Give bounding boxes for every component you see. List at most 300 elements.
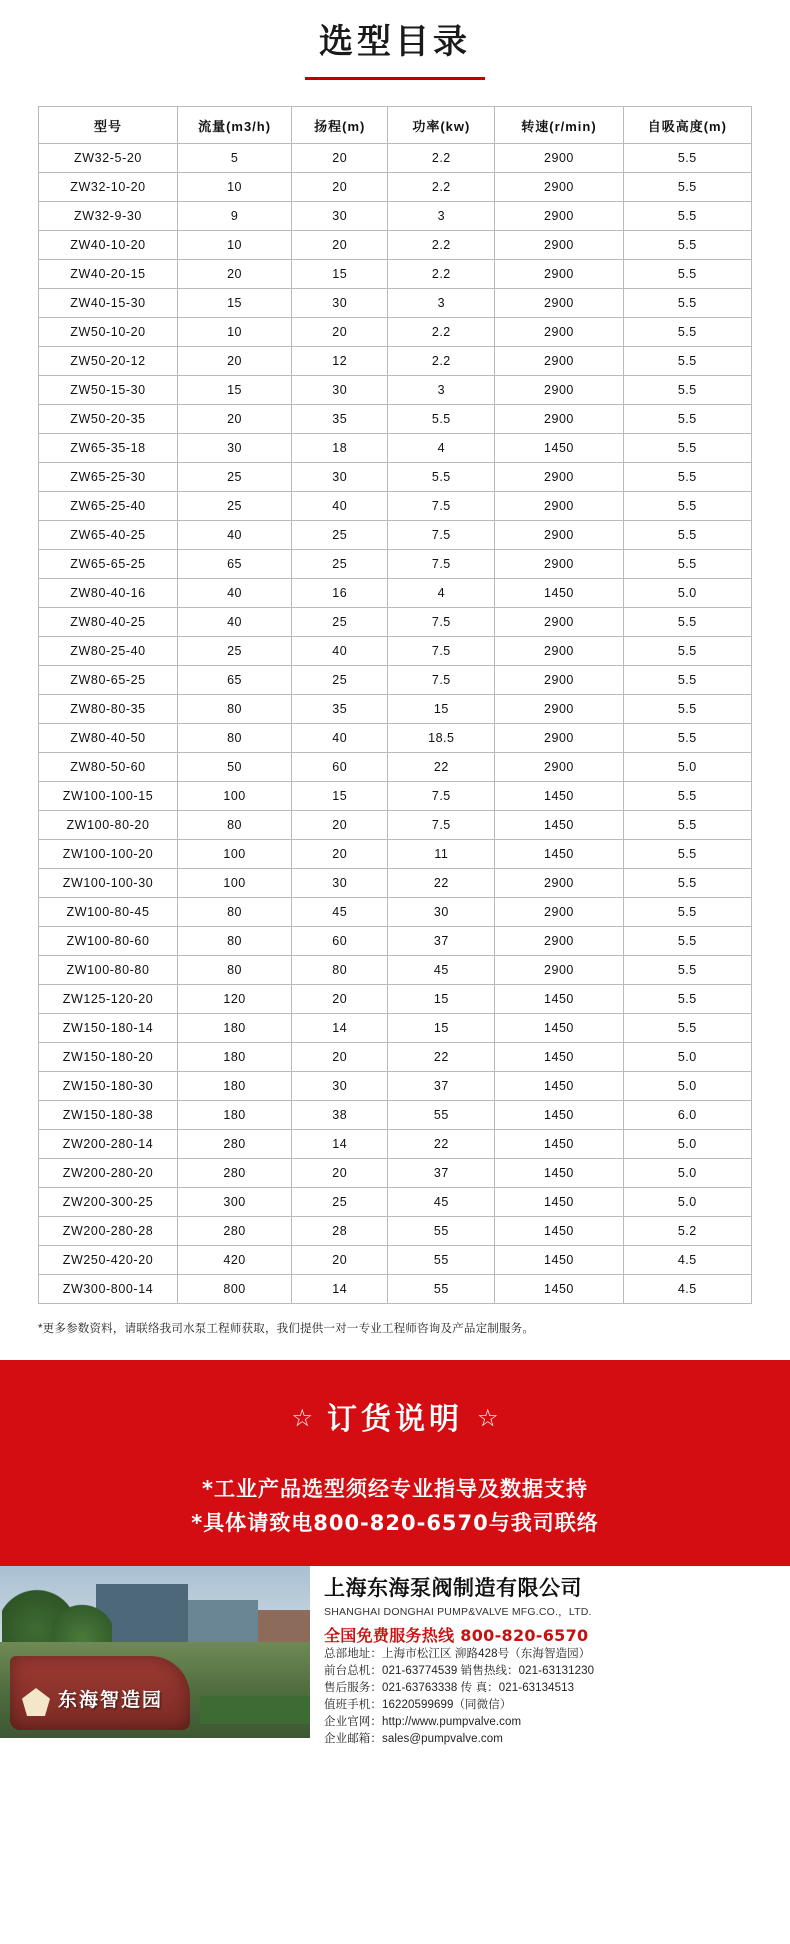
cell-value: 25 (292, 1188, 388, 1217)
cell-value: 15 (178, 376, 292, 405)
cell-value: 2900 (495, 231, 623, 260)
cell-value: 300 (178, 1188, 292, 1217)
cell-value: 4.5 (623, 1246, 751, 1275)
cell-value: 100 (178, 840, 292, 869)
cell-value: 5.5 (623, 608, 751, 637)
cell-value: 420 (178, 1246, 292, 1275)
table-row (39, 318, 752, 347)
cell-value: 80 (178, 956, 292, 985)
cell-model: ZW80-40-25 (39, 608, 178, 637)
cell-value: 2900 (495, 666, 623, 695)
cell-value: 800 (178, 1275, 292, 1304)
cell-value: 20 (178, 405, 292, 434)
cell-model: ZW65-35-18 (39, 434, 178, 463)
column-header-speed: 转速(r/min) (495, 107, 623, 144)
cell-value: 35 (292, 405, 388, 434)
cell-value: 280 (178, 1217, 292, 1246)
cell-value: 45 (292, 898, 388, 927)
cell-model: ZW80-40-50 (39, 724, 178, 753)
cell-value: 50 (178, 753, 292, 782)
cell-value: 22 (388, 869, 495, 898)
cell-value: 30 (292, 869, 388, 898)
cell-model: ZW50-20-12 (39, 347, 178, 376)
cell-value: 37 (388, 1072, 495, 1101)
table-row (39, 666, 752, 695)
cell-model: ZW125-120-20 (39, 985, 178, 1014)
cell-value: 5.5 (623, 289, 751, 318)
cell-value: 5.5 (623, 956, 751, 985)
banner-line-2: *具体请致电800-820-6570与我司联络 (191, 1511, 599, 1535)
cell-model: ZW40-15-30 (39, 289, 178, 318)
cell-value: 2900 (495, 521, 623, 550)
cell-value: 9 (178, 202, 292, 231)
cell-value: 6.0 (623, 1101, 751, 1130)
cell-value: 1450 (495, 579, 623, 608)
cell-value: 30 (292, 289, 388, 318)
cell-value: 7.5 (388, 550, 495, 579)
cell-value: 25 (178, 463, 292, 492)
cell-value: 2900 (495, 695, 623, 724)
cell-model: ZW100-100-15 (39, 782, 178, 811)
cell-value: 5.5 (623, 782, 751, 811)
cell-model: ZW80-25-40 (39, 637, 178, 666)
cell-value: 45 (388, 956, 495, 985)
cell-value: 80 (178, 695, 292, 724)
cell-value: 22 (388, 1043, 495, 1072)
cell-value: 20 (292, 840, 388, 869)
cell-value: 80 (178, 898, 292, 927)
cell-value: 38 (292, 1101, 388, 1130)
table-note: *更多参数资料，请联络我司水泵工程师获取，我们提供一对一专业工程师咨询及产品定制服务。 (38, 1323, 535, 1335)
cell-value: 80 (178, 724, 292, 753)
cell-value: 1450 (495, 1101, 623, 1130)
cell-value: 1450 (495, 1217, 623, 1246)
cell-value: 5.2 (623, 1217, 751, 1246)
cell-value: 10 (178, 318, 292, 347)
cell-value: 5.5 (623, 521, 751, 550)
cell-value: 2900 (495, 202, 623, 231)
table-row (39, 1159, 752, 1188)
table-row (39, 898, 752, 927)
table-row (39, 695, 752, 724)
table-row (39, 1188, 752, 1217)
cell-value: 10 (178, 231, 292, 260)
table-row (39, 347, 752, 376)
cell-value: 22 (388, 753, 495, 782)
footer-contact-line: 企业官网：http://www.pumpvalve.com (324, 1716, 522, 1728)
table-row (39, 579, 752, 608)
cell-model: ZW150-180-38 (39, 1101, 178, 1130)
cell-value: 2.2 (388, 318, 495, 347)
cell-model: ZW50-20-35 (39, 405, 178, 434)
cell-value: 7.5 (388, 666, 495, 695)
cell-value: 80 (178, 811, 292, 840)
cell-value: 5.5 (623, 347, 751, 376)
column-header-head: 扬程(m) (292, 107, 388, 144)
cell-value: 180 (178, 1072, 292, 1101)
table-row (39, 724, 752, 753)
cell-value: 80 (292, 956, 388, 985)
cell-model: ZW150-180-30 (39, 1072, 178, 1101)
cell-value: 120 (178, 985, 292, 1014)
cell-value: 5.0 (623, 1072, 751, 1101)
cell-value: 1450 (495, 1275, 623, 1304)
cell-value: 5.0 (623, 753, 751, 782)
table-row (39, 1275, 752, 1304)
cell-value: 25 (292, 666, 388, 695)
cell-value: 4.5 (623, 1275, 751, 1304)
table-row (39, 1246, 752, 1275)
cell-value: 20 (292, 144, 388, 173)
cell-value: 40 (292, 724, 388, 753)
cell-value: 1450 (495, 1072, 623, 1101)
cell-model: ZW300-800-14 (39, 1275, 178, 1304)
column-header-power: 功率(kw) (388, 107, 495, 144)
cell-value: 5.5 (623, 985, 751, 1014)
cell-value: 55 (388, 1217, 495, 1246)
spec-table-body (39, 144, 752, 1304)
banner-title: 订货说明 (327, 1402, 463, 1437)
cell-value: 16 (292, 579, 388, 608)
cell-value: 100 (178, 869, 292, 898)
cell-value: 5 (178, 144, 292, 173)
cell-model: ZW65-40-25 (39, 521, 178, 550)
table-row (39, 202, 752, 231)
banner-line-1: *工业产品选型须经专业指导及数据支持 (202, 1477, 588, 1501)
cell-value: 180 (178, 1043, 292, 1072)
table-row (39, 1130, 752, 1159)
cell-value: 10 (178, 173, 292, 202)
cell-value: 37 (388, 1159, 495, 1188)
table-row (39, 985, 752, 1014)
cell-value: 2.2 (388, 173, 495, 202)
cell-model: ZW100-80-80 (39, 956, 178, 985)
cell-value: 37 (388, 927, 495, 956)
cell-model: ZW150-180-20 (39, 1043, 178, 1072)
order-instructions-banner (0, 1360, 790, 1566)
cell-value: 280 (178, 1130, 292, 1159)
cell-value: 180 (178, 1014, 292, 1043)
cell-value: 40 (178, 579, 292, 608)
cell-value: 55 (388, 1101, 495, 1130)
cell-model: ZW65-25-30 (39, 463, 178, 492)
cell-value: 65 (178, 666, 292, 695)
cell-model: ZW250-420-20 (39, 1246, 178, 1275)
cell-value: 2900 (495, 869, 623, 898)
cell-value: 3 (388, 289, 495, 318)
cell-value: 2900 (495, 550, 623, 579)
company-name-en: SHANGHAI DONGHAI PUMP&VALVE MFG.CO.，LTD. (324, 1606, 592, 1618)
cell-model: ZW50-10-20 (39, 318, 178, 347)
cell-model: ZW80-80-35 (39, 695, 178, 724)
cell-value: 5.5 (623, 695, 751, 724)
cell-value: 25 (178, 637, 292, 666)
cell-value: 5.0 (623, 1043, 751, 1072)
cell-model: ZW100-80-20 (39, 811, 178, 840)
cell-value: 100 (178, 782, 292, 811)
cell-value: 35 (292, 695, 388, 724)
photo-caption: 东海智造园 (58, 1689, 164, 1711)
cell-value: 25 (292, 521, 388, 550)
cell-value: 30 (292, 463, 388, 492)
cell-value: 5.5 (623, 550, 751, 579)
cell-model: ZW40-20-15 (39, 260, 178, 289)
cell-value: 7.5 (388, 637, 495, 666)
cell-value: 5.5 (623, 434, 751, 463)
footer-contact-line: 前台总机：021-63774539 销售热线：021-63131230 (324, 1665, 595, 1677)
footer-info (310, 1566, 790, 1745)
table-row (39, 405, 752, 434)
star-left-icon: ☆ (291, 1404, 313, 1432)
cell-value: 14 (292, 1014, 388, 1043)
cell-value: 14 (292, 1275, 388, 1304)
cell-value: 40 (178, 521, 292, 550)
footer-contact-line: 企业邮箱：sales@pumpvalve.com (324, 1733, 503, 1745)
cell-value: 1450 (495, 840, 623, 869)
cell-model: ZW200-300-25 (39, 1188, 178, 1217)
cell-model: ZW32-5-20 (39, 144, 178, 173)
cell-value: 5.5 (623, 637, 751, 666)
cell-value: 20 (292, 985, 388, 1014)
footer (0, 1566, 790, 1745)
cell-value: 2900 (495, 405, 623, 434)
cell-value: 5.5 (623, 492, 751, 521)
cell-value: 5.0 (623, 1159, 751, 1188)
cell-value: 2900 (495, 173, 623, 202)
cell-value: 2.2 (388, 260, 495, 289)
cell-model: ZW32-9-30 (39, 202, 178, 231)
cell-value: 2.2 (388, 347, 495, 376)
table-row (39, 1014, 752, 1043)
cell-value: 25 (178, 492, 292, 521)
cell-value: 1450 (495, 782, 623, 811)
cell-value: 1450 (495, 1043, 623, 1072)
cell-value: 5.0 (623, 1130, 751, 1159)
spec-table-head (39, 107, 752, 144)
table-row (39, 376, 752, 405)
table-row (39, 260, 752, 289)
cell-value: 280 (178, 1159, 292, 1188)
cell-value: 7.5 (388, 811, 495, 840)
cell-value: 15 (388, 1014, 495, 1043)
table-row (39, 434, 752, 463)
cell-value: 2900 (495, 144, 623, 173)
cell-value: 20 (292, 1246, 388, 1275)
cell-value: 5.5 (623, 231, 751, 260)
table-row (39, 173, 752, 202)
cell-value: 5.5 (388, 405, 495, 434)
cell-value: 5.5 (623, 724, 751, 753)
cell-value: 2900 (495, 637, 623, 666)
cell-value: 55 (388, 1275, 495, 1304)
column-header-flow: 流量(m3/h) (178, 107, 292, 144)
table-row (39, 927, 752, 956)
cell-value: 7.5 (388, 608, 495, 637)
cell-value: 4 (388, 434, 495, 463)
cell-value: 2900 (495, 956, 623, 985)
title-block (0, 0, 790, 80)
table-row (39, 289, 752, 318)
cell-value: 40 (178, 608, 292, 637)
cell-value: 7.5 (388, 782, 495, 811)
cell-value: 60 (292, 927, 388, 956)
table-row (39, 1072, 752, 1101)
cell-model: ZW150-180-14 (39, 1014, 178, 1043)
cell-value: 2900 (495, 260, 623, 289)
footer-contact-line: 总部地址：上海市松江区 泖路428号（东海智造园） (324, 1648, 591, 1660)
cell-value: 25 (292, 550, 388, 579)
photo-hedge (200, 1696, 310, 1724)
table-row (39, 753, 752, 782)
cell-value: 4 (388, 579, 495, 608)
cell-value: 5.5 (623, 173, 751, 202)
table-row (39, 463, 752, 492)
cell-value: 2900 (495, 347, 623, 376)
cell-value: 30 (178, 434, 292, 463)
cell-value: 5.5 (623, 144, 751, 173)
cell-model: ZW200-280-28 (39, 1217, 178, 1246)
table-row (39, 782, 752, 811)
cell-value: 7.5 (388, 521, 495, 550)
column-header-suction-height: 自吸高度(m) (623, 107, 751, 144)
cell-value: 14 (292, 1130, 388, 1159)
cell-value: 20 (292, 1043, 388, 1072)
cell-value: 18 (292, 434, 388, 463)
cell-value: 2900 (495, 898, 623, 927)
cell-value: 30 (292, 376, 388, 405)
cell-value: 1450 (495, 1159, 623, 1188)
cell-model: ZW40-10-20 (39, 231, 178, 260)
cell-model: ZW200-280-14 (39, 1130, 178, 1159)
cell-model: ZW65-65-25 (39, 550, 178, 579)
table-row (39, 956, 752, 985)
cell-value: 5.5 (623, 898, 751, 927)
cell-value: 60 (292, 753, 388, 782)
cell-value: 40 (292, 492, 388, 521)
cell-value: 5.5 (623, 405, 751, 434)
table-row (39, 869, 752, 898)
cell-model: ZW80-50-60 (39, 753, 178, 782)
cell-value: 5.5 (623, 463, 751, 492)
cell-value: 30 (292, 1072, 388, 1101)
cell-value: 5.5 (623, 202, 751, 231)
cell-value: 15 (388, 985, 495, 1014)
cell-value: 65 (178, 550, 292, 579)
cell-value: 2900 (495, 318, 623, 347)
table-row (39, 1217, 752, 1246)
page-title: 选型目录 (319, 22, 471, 62)
cell-value: 22 (388, 1130, 495, 1159)
cell-value: 2900 (495, 927, 623, 956)
cell-value: 1450 (495, 811, 623, 840)
cell-value: 20 (178, 347, 292, 376)
table-row (39, 811, 752, 840)
cell-value: 20 (292, 811, 388, 840)
table-header-row (39, 107, 752, 144)
cell-value: 20 (178, 260, 292, 289)
cell-value: 12 (292, 347, 388, 376)
cell-value: 20 (292, 231, 388, 260)
cell-value: 2900 (495, 289, 623, 318)
cell-value: 5.5 (623, 840, 751, 869)
cell-value: 11 (388, 840, 495, 869)
cell-value: 5.0 (623, 1188, 751, 1217)
banner-title-group (277, 1394, 512, 1438)
cell-value: 5.5 (623, 927, 751, 956)
cell-value: 1450 (495, 434, 623, 463)
cell-value: 18.5 (388, 724, 495, 753)
cell-model: ZW80-40-16 (39, 579, 178, 608)
cell-value: 2900 (495, 753, 623, 782)
cell-value: 3 (388, 202, 495, 231)
cell-value: 180 (178, 1101, 292, 1130)
cell-value: 5.5 (388, 463, 495, 492)
cell-value: 30 (292, 202, 388, 231)
cell-value: 5.5 (623, 318, 751, 347)
factory-photo (0, 1566, 310, 1738)
cell-value: 55 (388, 1246, 495, 1275)
cell-model: ZW65-25-40 (39, 492, 178, 521)
cell-model: ZW50-15-30 (39, 376, 178, 405)
table-row (39, 1101, 752, 1130)
cell-value: 25 (292, 608, 388, 637)
cell-value: 5.5 (623, 1014, 751, 1043)
cell-value: 80 (178, 927, 292, 956)
table-row (39, 637, 752, 666)
spec-table-wrapper (0, 80, 790, 1304)
footer-contact-lines (324, 1646, 782, 1748)
cell-value: 3 (388, 376, 495, 405)
cell-value: 40 (292, 637, 388, 666)
cell-value: 2900 (495, 376, 623, 405)
table-row (39, 840, 752, 869)
cell-value: 5.5 (623, 869, 751, 898)
cell-model: ZW200-280-20 (39, 1159, 178, 1188)
cell-value: 20 (292, 318, 388, 347)
cell-model: ZW80-65-25 (39, 666, 178, 695)
cell-value: 2900 (495, 492, 623, 521)
company-name-cn: 上海东海泵阀制造有限公司 (324, 1576, 582, 1600)
table-row (39, 521, 752, 550)
service-hotline: 全国免费服务热线 800-820-6570 (324, 1626, 589, 1645)
cell-value: 15 (388, 695, 495, 724)
footer-contact-line: 值班手机：16220599699（同微信） (324, 1699, 512, 1711)
cell-model: ZW100-80-60 (39, 927, 178, 956)
column-header-model: 型号 (39, 107, 178, 144)
table-row (39, 550, 752, 579)
banner-lines (0, 1472, 790, 1540)
cell-value: 1450 (495, 1188, 623, 1217)
cell-value: 15 (178, 289, 292, 318)
table-row (39, 608, 752, 637)
cell-value: 5.5 (623, 376, 751, 405)
cell-value: 45 (388, 1188, 495, 1217)
cell-value: 5.5 (623, 666, 751, 695)
cell-value: 5.5 (623, 260, 751, 289)
cell-value: 20 (292, 173, 388, 202)
cell-value: 2900 (495, 608, 623, 637)
cell-value: 1450 (495, 1246, 623, 1275)
cell-value: 28 (292, 1217, 388, 1246)
cell-value: 1450 (495, 1014, 623, 1043)
table-row (39, 231, 752, 260)
cell-value: 2900 (495, 724, 623, 753)
cell-model: ZW32-10-20 (39, 173, 178, 202)
cell-value: 30 (388, 898, 495, 927)
cell-value: 15 (292, 260, 388, 289)
star-right-icon: ☆ (477, 1404, 499, 1432)
cell-value: 1450 (495, 985, 623, 1014)
